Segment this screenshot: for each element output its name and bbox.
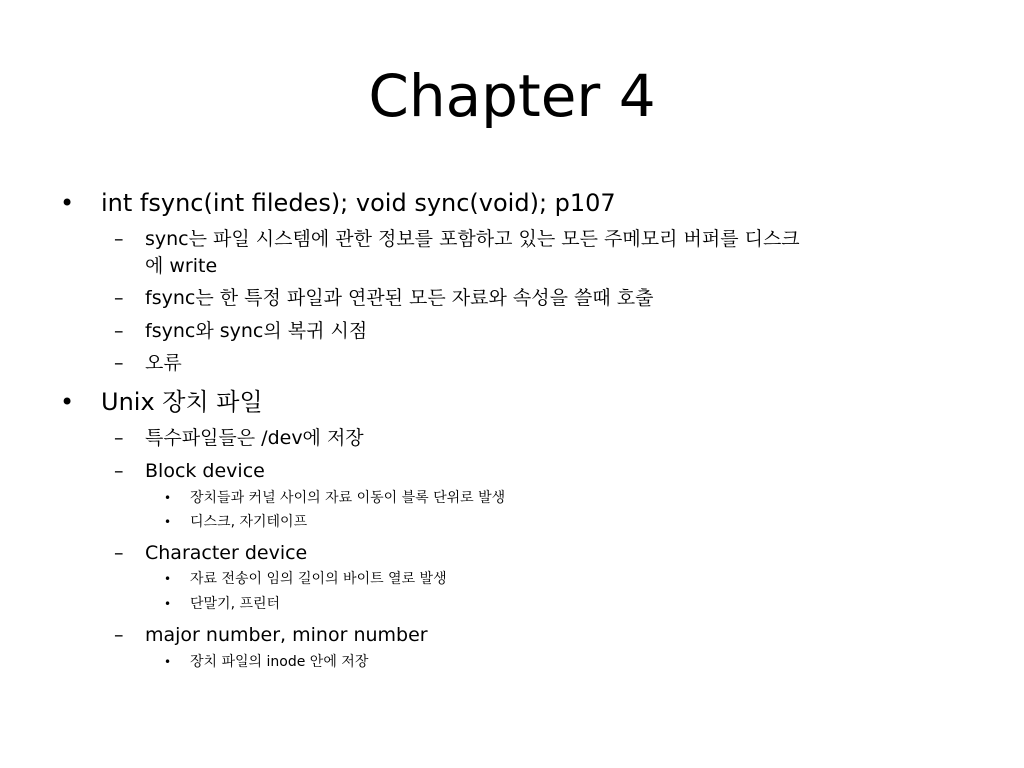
- small-bullet-marker: •: [164, 515, 172, 529]
- sub-bullet-text: major number, minor number: [145, 624, 428, 646]
- sub-bullet-text: Character device: [145, 542, 308, 564]
- small-bullet-marker: •: [164, 655, 172, 669]
- sub-bullet-text: 에 write: [145, 255, 218, 277]
- dash-marker: –: [114, 352, 124, 374]
- small-bullet-marker: •: [164, 572, 172, 586]
- sub-sub-bullet-text: 디스크, 자기테이프: [190, 514, 308, 530]
- small-bullet-marker: •: [164, 597, 172, 611]
- bullet-text: Unix 장치 파일: [101, 388, 263, 416]
- sub-sub-bullet-text: 자료 전송이 임의 길이의 바이트 열로 발생: [190, 571, 447, 587]
- sub-sub-bullet-text: 장치 파일의 inode 안에 저장: [190, 654, 369, 670]
- sub-bullet-text: 특수파일들은 /dev에 저장: [145, 427, 364, 449]
- sub-bullet-text: Block device: [145, 460, 265, 482]
- dash-marker: –: [114, 460, 124, 482]
- slide-title: Chapter 4: [368, 62, 656, 130]
- sub-bullet-text: sync는 파일 시스템에 관한 정보를 포함하고 있는 모든 주메모리 버퍼를 디스크: [145, 228, 800, 250]
- dash-marker: –: [114, 542, 124, 564]
- small-bullet-marker: •: [164, 491, 172, 505]
- bullet-marker: •: [60, 189, 75, 217]
- sub-sub-bullet-text: 장치들과 커널 사이의 자료 이동이 블록 단위로 발생: [190, 490, 506, 506]
- dash-marker: –: [114, 287, 124, 309]
- dash-marker: –: [114, 320, 124, 342]
- sub-bullet-text: fsync는 한 특정 파일과 연관된 모든 자료와 속성을 쓸때 호출: [145, 287, 654, 309]
- sub-bullet-text: fsync와 sync의 복귀 시점: [145, 320, 368, 342]
- sub-sub-bullet-text: 단말기, 프린터: [190, 596, 281, 612]
- dash-marker: –: [114, 427, 124, 449]
- dash-marker: –: [114, 624, 124, 646]
- bullet-text: int fsync(int filedes); void sync(void); p107: [101, 189, 616, 217]
- bullet-marker: •: [60, 388, 75, 416]
- dash-marker: –: [114, 228, 124, 250]
- sub-bullet-text: 오류: [145, 352, 182, 374]
